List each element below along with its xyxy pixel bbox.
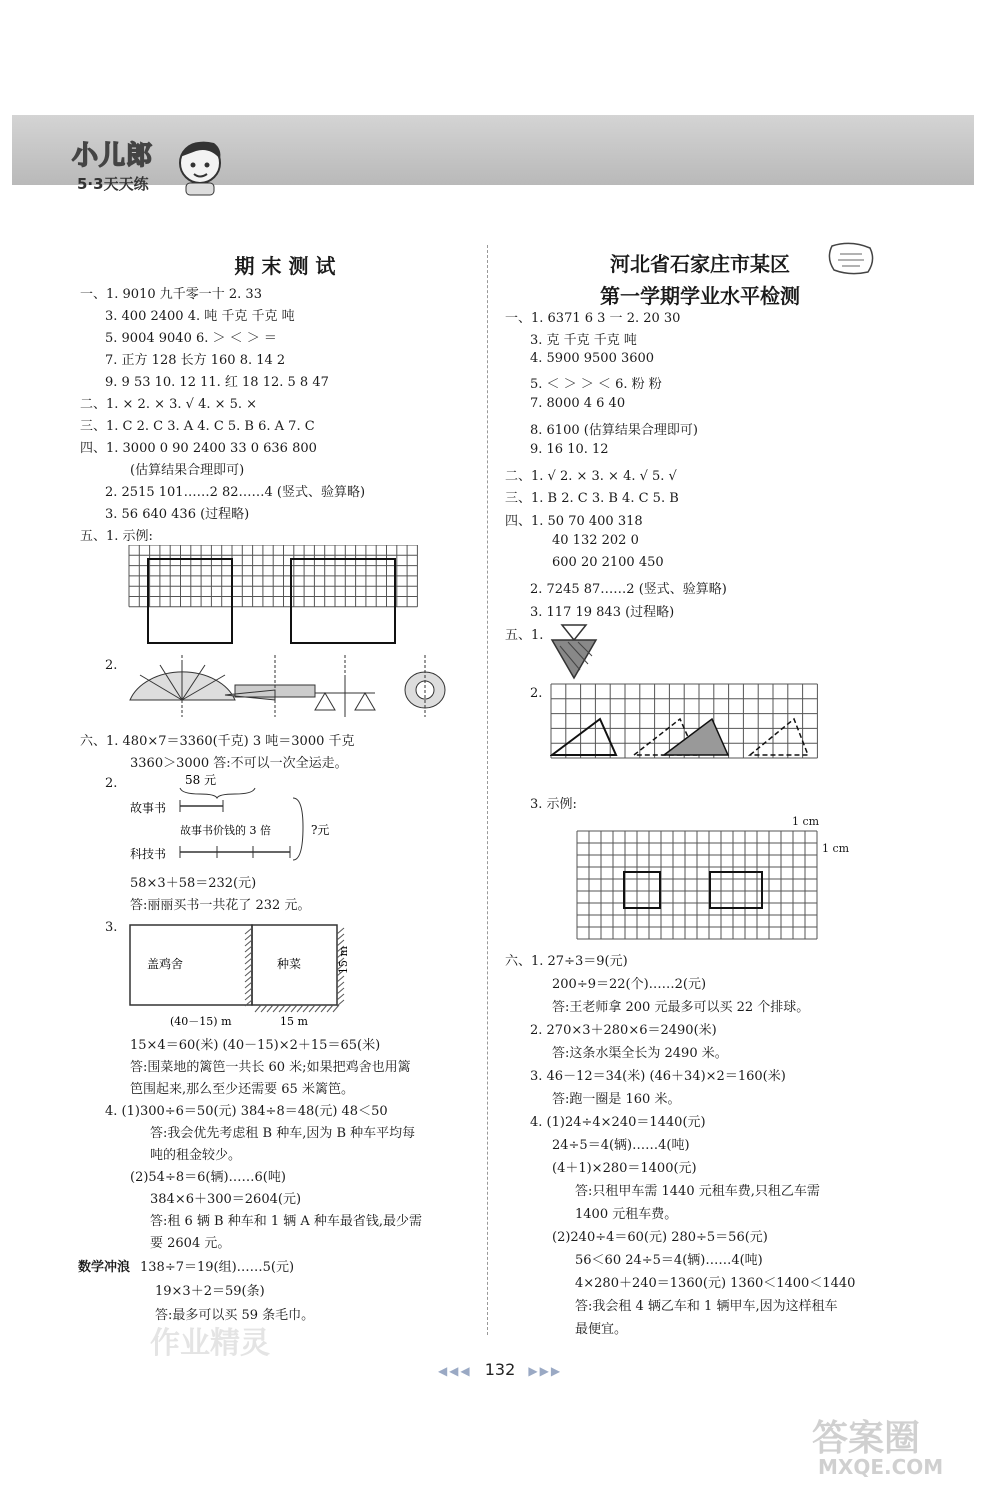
left-line-19: 15×4＝60(米) (40－15)×2＋15＝65(米) <box>130 1038 381 1053</box>
right-line-25: 24÷5＝4(辆)……4(吨) <box>552 1138 690 1153</box>
left-line-25: (2)54÷8＝6(辆)……6(吨) <box>130 1170 286 1185</box>
right-title-line2: 第一学期学业水平检测 <box>600 284 800 308</box>
stamp-badge-icon <box>826 240 876 276</box>
watermark-left: 作业精灵 <box>150 1326 270 1361</box>
unit-label-a: 1 cm <box>792 815 820 828</box>
left-line-13: 六、1. 480×7＝3360(千克) 3 吨＝3000 千克 <box>80 734 355 749</box>
right-line-6: 9. 16 10. 12 <box>530 442 609 457</box>
brand-title: 小儿郎 <box>72 141 154 171</box>
left-line-6: 三、1. C 2. C 3. A 4. C 5. B 6. A 7. C <box>80 419 315 434</box>
left-line-17: 答:丽丽买书一共花了 232 元。 <box>130 898 311 913</box>
diagram2-row1: 故事书 <box>130 801 167 815</box>
diagram2-row2: 科技书 <box>130 847 167 861</box>
right-line-14: 五、1. <box>505 628 544 643</box>
left-line-11: 五、1. 示例: <box>80 529 153 544</box>
right-title-line1: 河北省石家庄市某区 <box>610 252 790 276</box>
page-footer <box>400 1360 600 1379</box>
page-number: 132 <box>484 1360 516 1379</box>
translation-grid <box>550 683 820 768</box>
right-line-17: 六、1. 27÷3＝9(元) <box>505 954 628 969</box>
right-line-16: 3. 示例: <box>530 797 577 812</box>
right-line-15: 2. <box>530 686 543 701</box>
right-line-32: 答:我会租 4 辆乙车和 1 辆甲车,因为这样租车 <box>575 1299 838 1314</box>
right-line-23: 答:跑一圈是 160 米。 <box>552 1092 681 1107</box>
right-line-8: 三、1. B 2. C 3. B 4. C 5. B <box>505 491 679 506</box>
next-arrows: ▶▶▶ <box>528 1364 563 1378</box>
left-line-23: 答:我会优先考虑租 B 种车,因为 B 种车平均每 <box>150 1126 416 1141</box>
right-line-3: 5. ＜ ＞ ＞ ＜ 6. 粉 粉 <box>530 377 662 392</box>
left-line-18: 3. <box>105 920 118 935</box>
left-line-1: 3. 400 2400 4. 吨 千克 千克 吨 <box>105 309 295 324</box>
left-line-0: 一、1. 9010 九千零一十 2. 33 <box>80 287 262 302</box>
triangle-figure <box>550 620 600 682</box>
symmetry-figures <box>125 655 455 720</box>
right-line-13: 3. 117 19 843 (过程略) <box>530 605 675 620</box>
right-line-11: 600 20 2100 450 <box>552 555 664 570</box>
right-line-18: 200÷9＝22(个)……2(元) <box>552 977 707 992</box>
right-line-21: 答:这条水渠全长为 2490 米。 <box>552 1046 728 1061</box>
right-line-28: 1400 元租车费。 <box>575 1207 678 1222</box>
watermark-bottom: 答案圈 <box>812 1418 921 1459</box>
right-line-20: 2. 270×3＋280×6＝2490(米) <box>530 1023 717 1038</box>
left-line-2: 5. 9004 9040 6. ＞ ＜ ＞ ＝ <box>105 331 277 346</box>
diagram2-top-label: 58 元 <box>185 773 217 787</box>
diagram3-side: 15 m <box>337 946 350 974</box>
left-line-31: 19×3＋2＝59(条) <box>155 1284 265 1299</box>
left-line-8: (估算结果合理即可) <box>130 463 245 478</box>
right-line-26: (4＋1)×280＝1400(元) <box>552 1161 697 1176</box>
diagram3-box2: 种菜 <box>277 957 302 971</box>
left-line-32: 答:最多可以买 59 条毛巾。 <box>155 1308 315 1323</box>
left-line-12: 2. <box>105 658 118 673</box>
right-line-4: 7. 8000 4 6 40 <box>530 396 626 411</box>
left-line-24: 吨的租金较少。 <box>150 1148 242 1163</box>
right-line-7: 二、1. √ 2. × 3. × 4. √ 5. √ <box>505 469 677 484</box>
right-line-29: (2)240÷4＝60(元) 280÷5＝56(元) <box>552 1230 768 1245</box>
diagram2-total: ?元 <box>311 823 330 837</box>
right-line-24: 4. (1)24÷4×240＝1440(元) <box>530 1115 706 1130</box>
left-line-3: 7. 正方 128 长方 160 8. 14 2 <box>105 353 286 368</box>
left-line-22: 4. (1)300÷6＝50(元) 384÷8＝48(元) 48＜50 <box>105 1104 388 1119</box>
left-line-14: 3360＞3000 答:不可以一次全运走。 <box>130 756 348 771</box>
diagram3-bottom2: 15 m <box>280 1015 308 1028</box>
left-line-26: 384×6＋300＝2604(元) <box>150 1192 302 1207</box>
diagram2-mid-label: 故事书价钱的 3 倍 <box>180 824 271 837</box>
garden-diagram <box>125 920 365 1030</box>
diagram3-bottom1: (40－15) m <box>170 1015 232 1028</box>
left-line-9: 2. 2515 101……2 82……4 (竖式、验算略) <box>105 485 366 500</box>
right-line-33: 最便宜。 <box>575 1322 628 1337</box>
right-line-5: 8. 6100 (估算结果合理即可) <box>530 423 698 438</box>
right-line-19: 答:王老师拿 200 元最多可以买 22 个排球。 <box>552 1000 810 1015</box>
rectangle-grid <box>576 830 818 942</box>
diagram3-box1: 盖鸡舍 <box>147 957 184 971</box>
left-grid-figure <box>128 545 428 667</box>
right-line-12: 2. 7245 87……2 (竖式、验算略) <box>530 582 727 597</box>
watermark-url: MXQE.COM <box>818 1455 944 1479</box>
right-line-30: 56＜60 24÷5＝4(辆)……4(吨) <box>575 1253 763 1268</box>
right-line-31: 4×280＋240＝1360(元) 1360＜1400＜1440 <box>575 1276 856 1291</box>
prev-arrows: ◀◀◀ <box>437 1364 472 1378</box>
right-line-10: 40 132 202 0 <box>552 533 639 548</box>
left-line-27: 答:租 6 辆 B 种车和 1 辆 A 种车最省钱,最少需 <box>150 1214 423 1229</box>
left-line-5: 二、1. × 2. × 3. √ 4. × 5. × <box>80 397 258 412</box>
left-line-16: 58×3＋58＝232(元) <box>130 876 257 891</box>
left-line-29: 数学冲浪 <box>78 1260 131 1275</box>
left-line-20: 答:围菜地的篱笆一共长 60 米;如果把鸡舍也用篱 <box>130 1060 411 1075</box>
line-segment-diagram <box>125 772 355 864</box>
left-line-7: 四、1. 3000 0 90 2400 33 0 636 800 <box>80 441 317 456</box>
right-line-27: 答:只租甲车需 1440 元租车费,只租乙车需 <box>575 1184 820 1199</box>
left-line-4: 9. 9 53 10. 12 11. 红 18 12. 5 8 47 <box>105 375 329 390</box>
column-divider <box>487 245 488 1335</box>
right-line-0: 一、1. 6371 6 3 一 2. 20 30 <box>505 311 681 326</box>
right-line-9: 四、1. 50 70 400 318 <box>505 514 643 529</box>
mascot-icon <box>170 133 230 197</box>
left-line-15: 2. <box>105 776 118 791</box>
left-line-30: 138÷7＝19(组)……5(元) <box>140 1260 295 1275</box>
left-line-10: 3. 56 640 436 (过程略) <box>105 507 250 522</box>
left-line-28: 要 2604 元。 <box>150 1236 231 1251</box>
right-line-1: 3. 克 千克 千克 吨 <box>530 333 637 348</box>
right-line-2: 4. 5900 9500 3600 <box>530 351 655 366</box>
left-title: 期 末 测 试 <box>234 254 336 278</box>
unit-label-b: 1 cm <box>822 842 850 855</box>
brand-subtitle: 5·3天天练 <box>77 175 149 193</box>
right-line-22: 3. 46－12＝34(米) (46＋34)×2＝160(米) <box>530 1069 786 1084</box>
left-line-21: 笆围起来,那么至少还需要 65 米篱笆。 <box>130 1082 354 1097</box>
